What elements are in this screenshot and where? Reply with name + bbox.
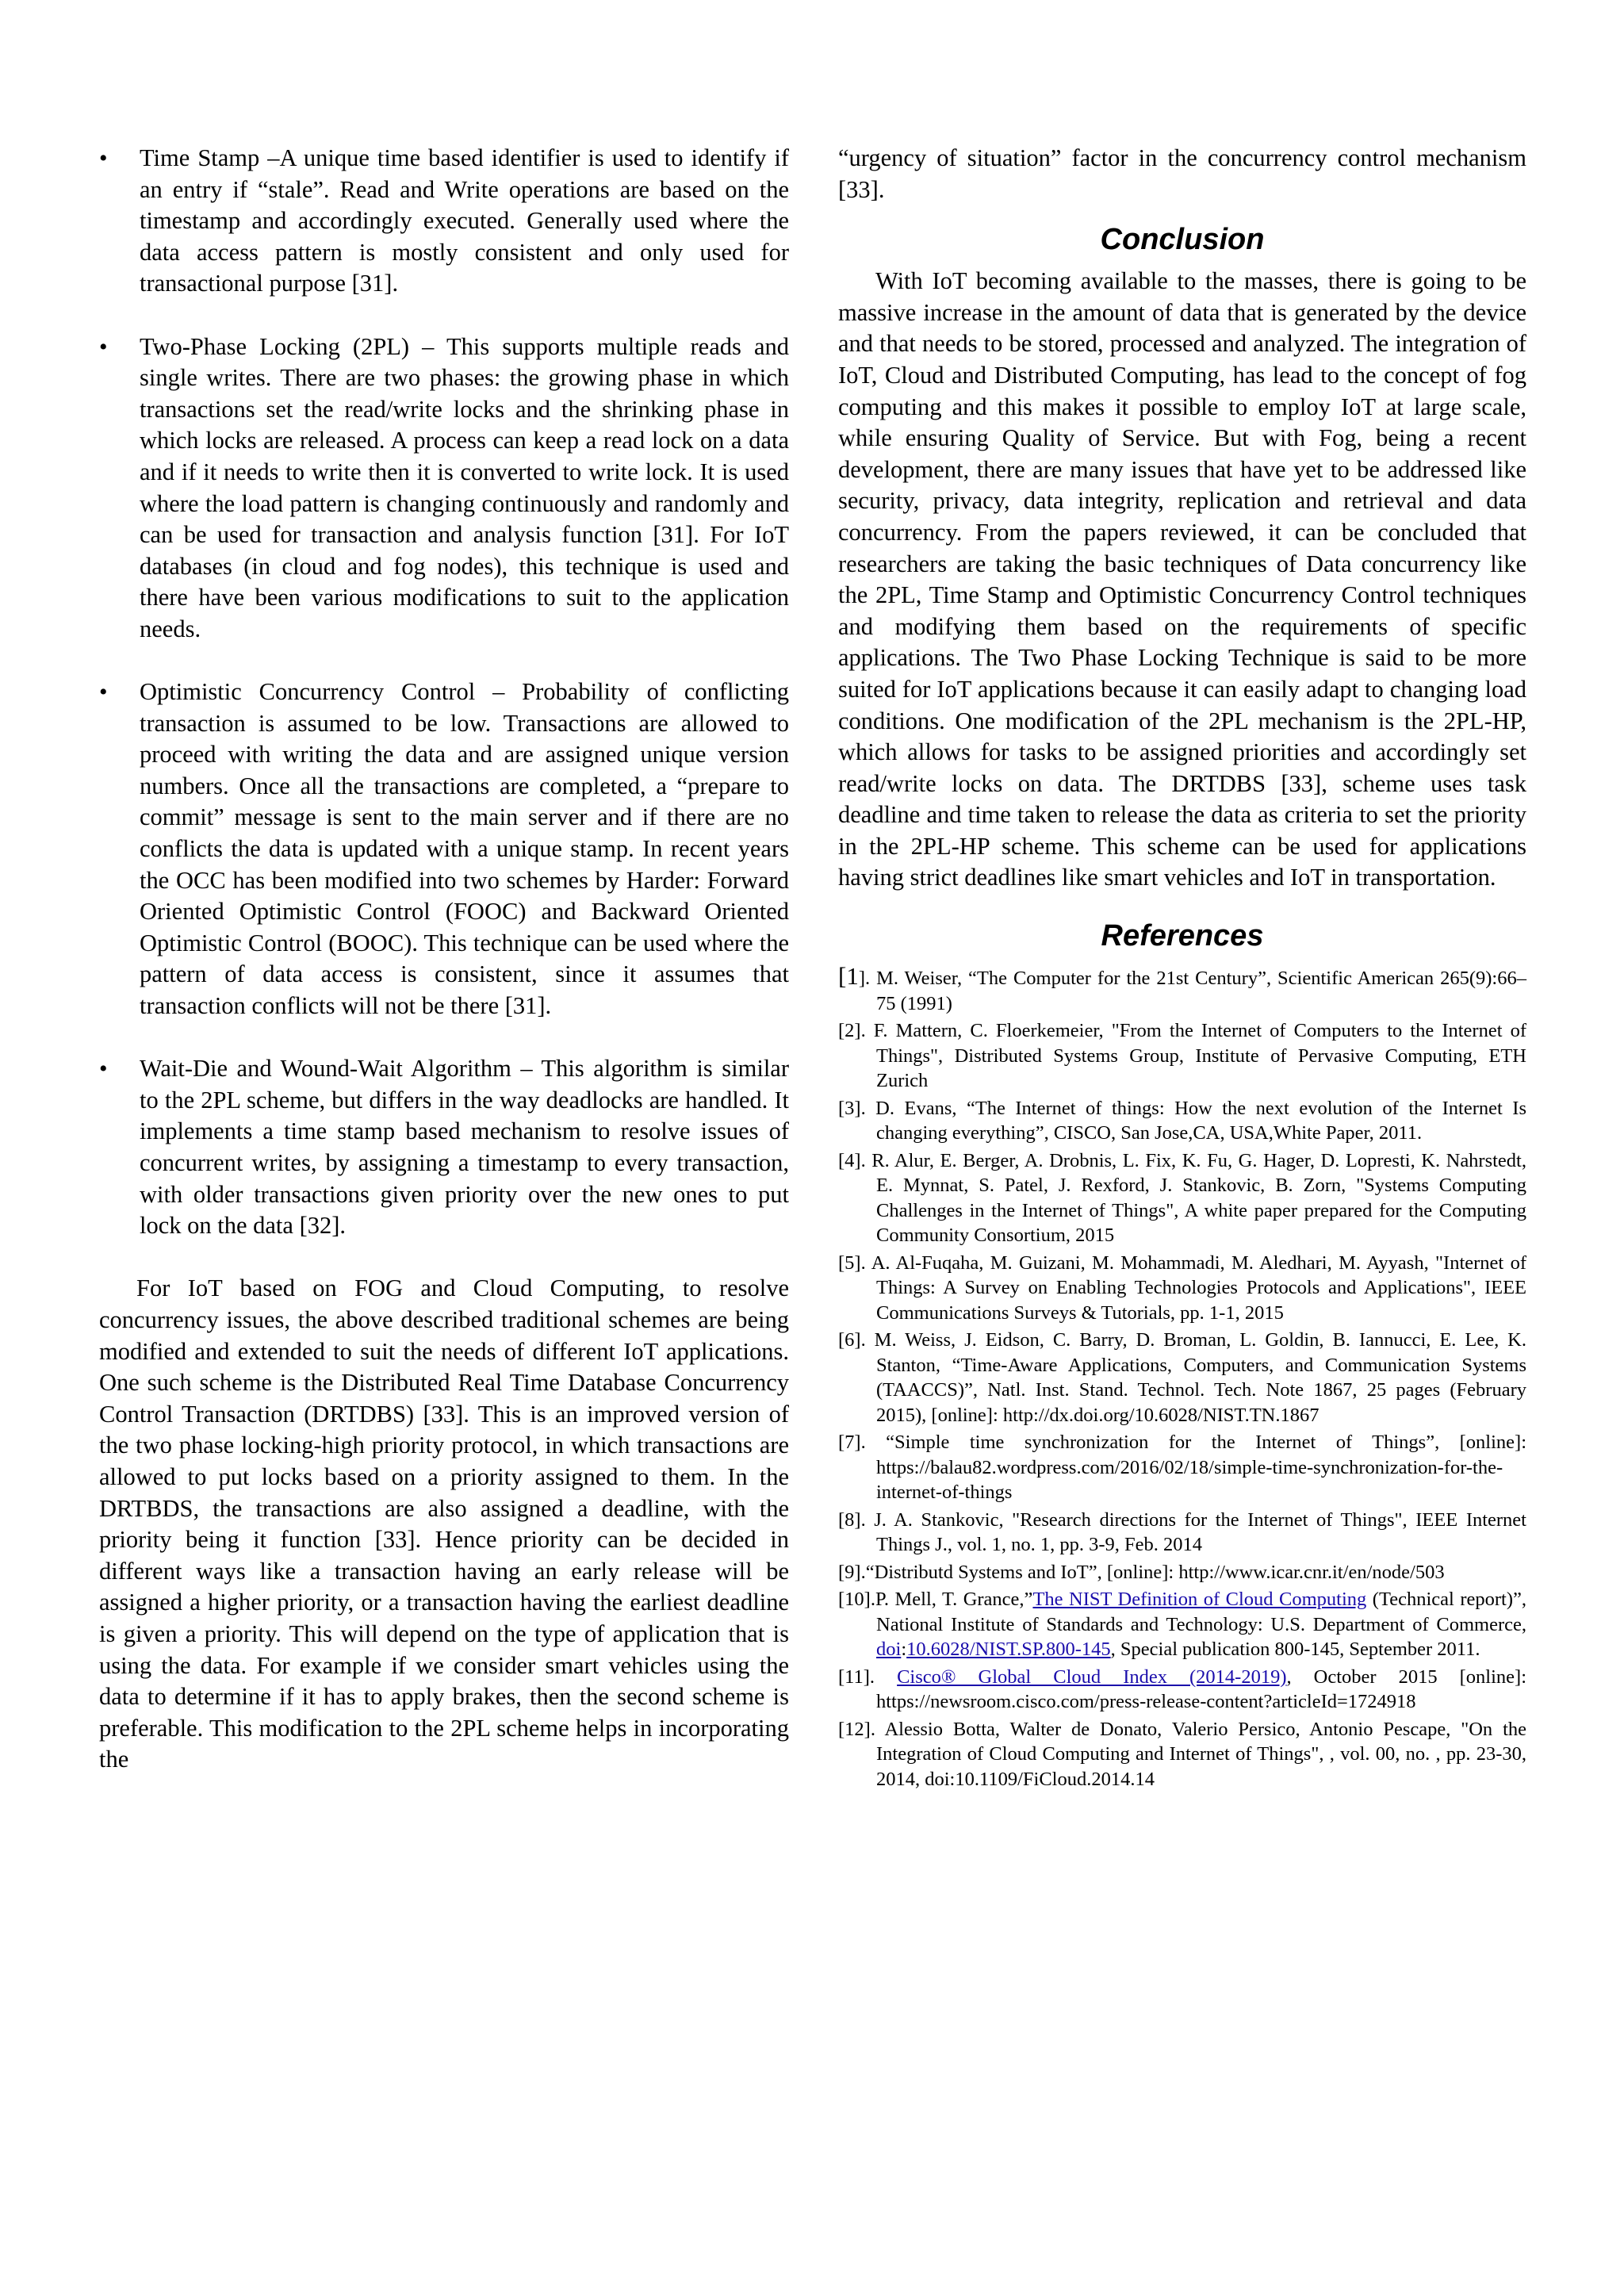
reference-item: [11]. Cisco® Global Cloud Index (2014-2019), October 2015 [online]: https://newsroom.cisco.com/press-release-content?articleId=1724918 — [838, 1665, 1526, 1713]
reference-number: [11]. — [838, 1665, 875, 1688]
reference-item: [3]. D. Evans, “The Internet of things: How the next evolution of the Internet Is changing everything”, CISCO, San Jose,CA, USA,White Paper, 2011. — [838, 1097, 1526, 1144]
reference-list — [838, 964, 1526, 1792]
conclusion-paragraph: With IoT becoming available to the masses, there is going to be massive increase in the amount of data that is generated by the device and that needs to be stored, processed and analyzed. The integration of IoT, Cloud and Distributed Computing, has lead to the concept of fog computing and this makes it possible to employ IoT at large scale, while ensuring Quality of Service. But with Fog, being a recent development, there are many issues that have yet to be addressed like security, privacy, data integrity, replication and retrieval and data concurrency. From the papers reviewed, it can be concluded that researchers are taking the basic techniques of Data concurrency like the 2PL, Time Stamp and Optimistic Concurrency Control techniques and modifying them based on the requirements of specific applications. The Two Phase Locking Technique is said to be more suited for IoT applications because it can easily adapt to changing load conditions. One modification of the 2PL mechanism is the 2PL-HP, which allows for tasks to be assigned priorities and accordingly set read/write locks on data. The DRTDBS [33], scheme uses task deadline and time taken to release the data as criteria to set the priority in the 2PL-HP scheme. This scheme can be used for applications having strict deadlines like smart vehicles and IoT in transportation. — [838, 267, 1526, 891]
continuation-paragraph: “urgency of situation” factor in the concurrency control mechanism [33]. — [838, 144, 1526, 203]
reference-number: [12]. — [838, 1718, 875, 1740]
left-column — [99, 143, 789, 1776]
reference-item: [9].“Distributd Systems and IoT”, [online]: http://www.icar.cnr.it/en/node/503 — [838, 1561, 1445, 1583]
reference-item: [4]. R. Alur, E. Berger, A. Drobnis, L. Fix, K. Fu, G. Hager, D. Lopresti, K. Nahrstedt, E. Mynnat, S. Patel, J. Rexford, J. Stankovic, B. Zorn, "Systems Computing Challenges in the Internet of Things", A white paper prepared for the Computing Community Consortium, 2015 — [838, 1149, 1526, 1247]
bullet-optimistic-concurrency-control: • Optimistic Concurrency Control – Probability of conflicting transaction is assumed to be low. Transactions are allowed to proceed with writing the data and are assigned unique version numbers. Once all the transactions are completed, a “prepare to commit” message is sent to the main server and if there are no conflicts the data is updated with a unique stamp. In recent years the OCC has been modified into two schemes by Harder: Forward Oriented Optimistic Control (FOOC) and Backward Oriented Optimistic Control (BOOC). This technique can be used where the pattern of data access is consistent, since it assumes that transaction conflicts will not be there [31]. — [99, 677, 789, 1022]
cisco-cloud-index-link[interactable]: Cisco® Global Cloud Index (2014-2019) — [897, 1665, 1287, 1688]
reference-item: [5]. A. Al-Fuqaha, M. Guizani, M. Mohammadi, M. Aledhari, M. Ayyash, "Internet of Things: A Survey on Enabling Technologies Protocols and Applications", IEEE Communications Surveys & Tutorials, pp. 1-1, 2015 — [838, 1251, 1526, 1324]
reference-number: [6]. — [838, 1329, 866, 1351]
references-heading: References — [1101, 919, 1264, 953]
reference-item: [1]. M. Weiser, “The Computer for the 21st Century”, Scientific American 265(9):66–75 (1991) — [838, 962, 1526, 1014]
reference-item: [2]. F. Mattern, C. Floerkemeier, "From the Internet of Computers to the Internet of Things", Distributed Systems Group, Institute of Pervasive Computing, ETH Zurich — [838, 1020, 1526, 1092]
bullet-two-phase-locking: • Two-Phase Locking (2PL) – This supports multiple reads and single writes. There are two phases: the growing phase in which transactions set the read/write locks and the shrinking phase in which locks are released. A process can keep a read lock on a data and if it needs to write then it is converted to write lock. It is used where the load pattern is changing continuously and randomly and can be used for transaction and analysis function [31]. For IoT databases (in cloud and fog nodes), this technique is used and there have been various modifications to suit to the application needs. — [99, 332, 789, 646]
reference-item: [10].P. Mell, T. Grance,”The NIST Definition of Cloud Computing (Technical report)”, National Institute of Standards and Technology: U.S. Department of Commerce, doi:10.6028/NIST.SP.800-145, Special publication 800-145, September 2011. — [838, 1589, 1526, 1661]
reference-number: [5]. — [838, 1251, 866, 1274]
bullet-wait-die-wound-wait: • Wait-Die and Wound-Wait Algorithm – This algorithm is similar to the 2PL scheme, but differs in the way deadlocks are handled. It implements a time stamp based mechanism to resolve issues of concurrent writes, by assigning a timestamp to every transaction, with older transactions given priority over the new ones to put lock on the data [32]. — [99, 1053, 789, 1242]
reference-number: [3]. — [838, 1097, 866, 1119]
reference-number: [10]. — [838, 1589, 875, 1611]
concurrency-technique-list — [99, 143, 789, 1242]
bullet-time-stamp: • Time Stamp –A unique time based identifier is used to identify if an entry if “stale”. Read and Write operations are based on the timestamp and accordingly executed. Generally used where the data access pattern is mostly consistent and only used for transactional purpose [31]. — [99, 143, 789, 300]
conclusion-heading: Conclusion — [1100, 223, 1265, 257]
nist-doi-number-link[interactable]: 10.6028/NIST.SP.800-145 — [906, 1639, 1111, 1661]
nist-cloud-definition-link[interactable]: The NIST Definition of Cloud Computing — [1032, 1589, 1367, 1611]
reference-item: [7]. “Simple time synchronization for the Internet of Things”, [online]: https://balau82.wordpress.com/2016/02/18/simple-time-synchronization-for-the-internet-of-things — [838, 1432, 1526, 1504]
reference-number: [7]. — [838, 1432, 866, 1454]
reference-number: [1 — [838, 962, 859, 991]
reference-number: [9]. — [838, 1561, 866, 1583]
fog-cloud-paragraph: For IoT based on FOG and Cloud Computing, to resolve concurrency issues, the above described traditional schemes are being modified and extended to suit the needs of different IoT applications. One such scheme is the Distributed Real Time Database Concurrency Control Transaction (DRTDBS) [33]. This is an improved version of the two phase locking-high priority protocol, in which transactions are allowed to put locks based on a priority assigned to them. In the DRTBDS, the transactions are also assigned a deadline, with the priority being it function [33]. Hence priority can be decided in different ways like a transaction having an early release will be assigned a higher priority, or a transaction having the earliest deadline is given a priority. This will depend on the type of application that is using the data. For example if we consider smart vehicles using the data to determine if it has to apply brakes, then the second scheme is preferable. This modification to the 2PL scheme helps in incorporating the — [99, 1274, 789, 1773]
doi-link[interactable]: doi — [876, 1639, 902, 1661]
reference-number: [2]. — [838, 1020, 866, 1042]
reference-item: [8]. J. A. Stankovic, "Research directions for the Internet of Things", IEEE Internet Things J., vol. 1, no. 1, pp. 3-9, Feb. 2014 — [838, 1508, 1526, 1556]
reference-number: [4]. — [838, 1149, 866, 1171]
right-column — [838, 143, 1526, 1794]
reference-item: [6]. M. Weiss, J. Eidson, C. Barry, D. Broman, L. Goldin, B. Iannucci, E. Lee, K. Stanton, “Time-Aware Applications, Computers, and Communication Systems (TAACCS)”, Natl. Inst. Stand. Technol. Tech. Note 1867, 25 pages (February 2015), [online]: http://dx.doi.org/10.6028/NIST.TN.1867 — [838, 1329, 1526, 1426]
reference-number: [8]. — [838, 1508, 866, 1531]
reference-item: [12]. Alessio Botta, Walter de Donato, Valerio Persico, Antonio Pescape, "On the Integration of Cloud Computing and Internet of Things", , vol. 00, no. , pp. 23-30, 2014, doi:10.1109/FiCloud.2014.14 — [838, 1718, 1526, 1790]
